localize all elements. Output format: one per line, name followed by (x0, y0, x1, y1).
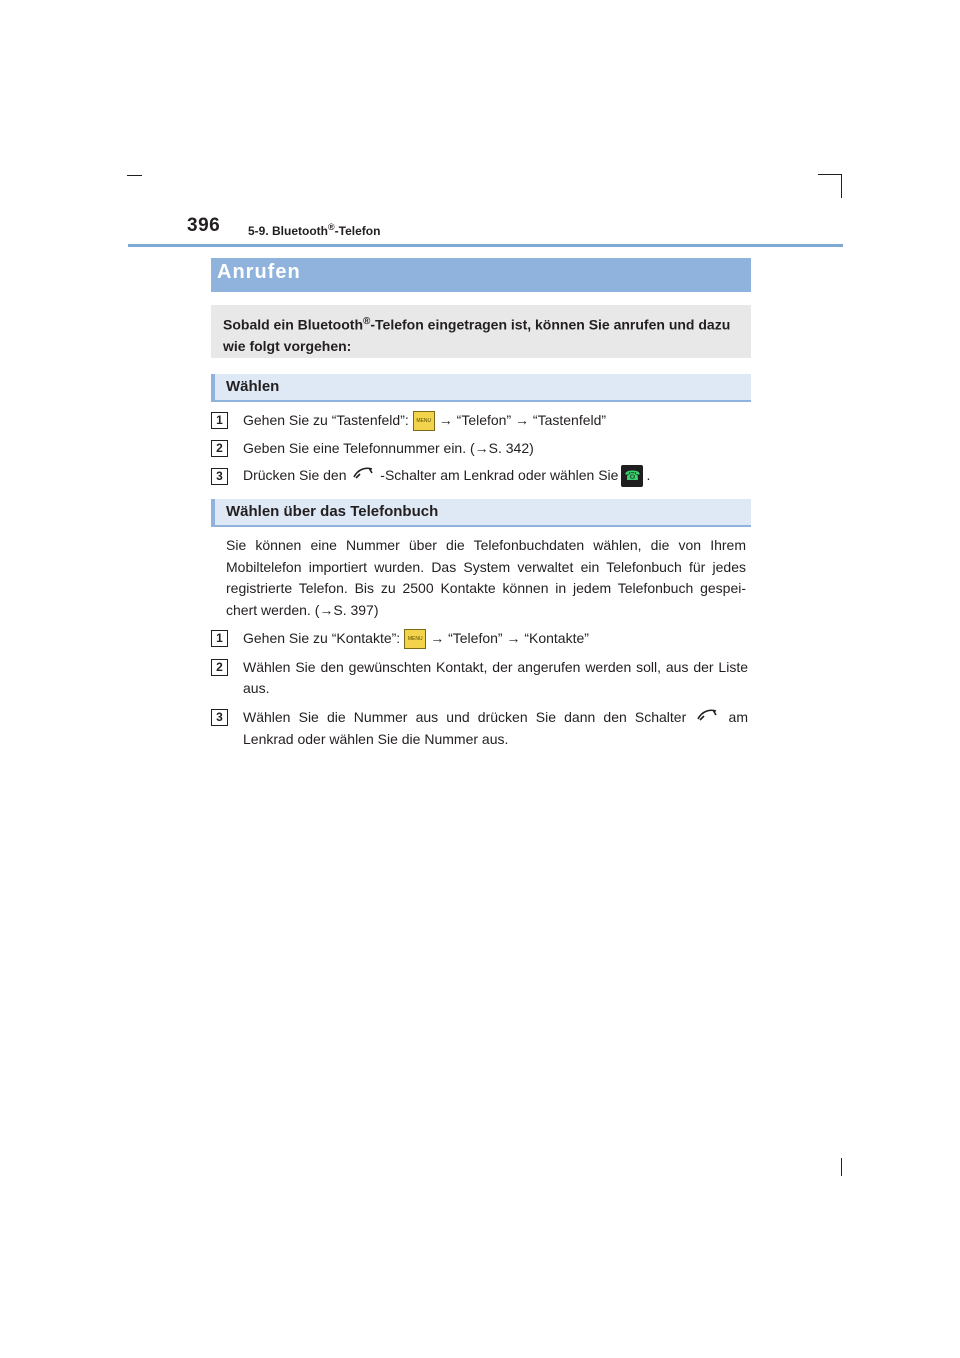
green-phone-button-icon: ☎ (621, 465, 643, 487)
section-title: Anrufen (217, 261, 301, 283)
page-number: 396 (187, 215, 221, 236)
step-text: Geben Sie eine Telefonnummer ein. (→S. 342) (243, 440, 534, 456)
menu-button-icon: MENU (413, 411, 435, 431)
subheading-phonebook: Wählen über das Telefonbuch (211, 499, 751, 527)
handset-switch-icon (696, 707, 718, 729)
running-title: 5-9. Bluetooth®-Telefon (248, 222, 381, 238)
step-number: 3 (211, 468, 228, 485)
step-text: Gehen Sie zu “Kontakte”: MENU → “Telefon” → “Kontakte” (243, 628, 748, 649)
phonebook-paragraph: Sie können eine Nummer über die Telefonbuchdaten wählen, die von Ihrem Mobiltelefon importiert wurden. Das System verwaltet ein Telefonbuch für jedes registrierte Telefon. Bis zu 2500 Kontakte können in jedem Telefonbuch gespei-chert werden. (→S. 397) (226, 537, 746, 618)
step-number: 1 (211, 630, 228, 647)
subheading-dial: Wählen (211, 374, 751, 402)
crop-mark (841, 174, 842, 198)
step-number: 2 (211, 659, 228, 676)
crop-mark (841, 1158, 842, 1176)
handset-switch-icon (352, 465, 374, 487)
step-number: 1 (211, 412, 228, 429)
step-text: Wählen Sie die Nummer aus und drücken Sie dann den Schalter am Lenkrad oder wählen Sie die Nummer aus. (243, 709, 748, 748)
intro-text: Sobald ein Bluetooth®-Telefon eingetragen ist, können Sie anrufen und dazu wie folgt vorgehen: (223, 316, 731, 354)
intro-box (211, 305, 751, 358)
step-number: 2 (211, 440, 228, 457)
step-text: Wählen Sie den gewünschten Kontakt, der angerufen werden soll, aus der Liste aus. (243, 659, 748, 696)
menu-button-icon: MENU (404, 629, 426, 649)
step-text: Gehen Sie zu “Tastenfeld”: MENU → “Telefon” → “Tastenfeld” (243, 410, 748, 431)
crop-mark (818, 174, 842, 175)
header-rule (128, 244, 843, 247)
step-number: 3 (211, 709, 228, 726)
step-text: Drücken Sie den -Schalter am Lenkrad oder wählen Sie ☎ . (243, 465, 748, 487)
crop-mark (127, 175, 142, 176)
section-banner (211, 258, 751, 292)
